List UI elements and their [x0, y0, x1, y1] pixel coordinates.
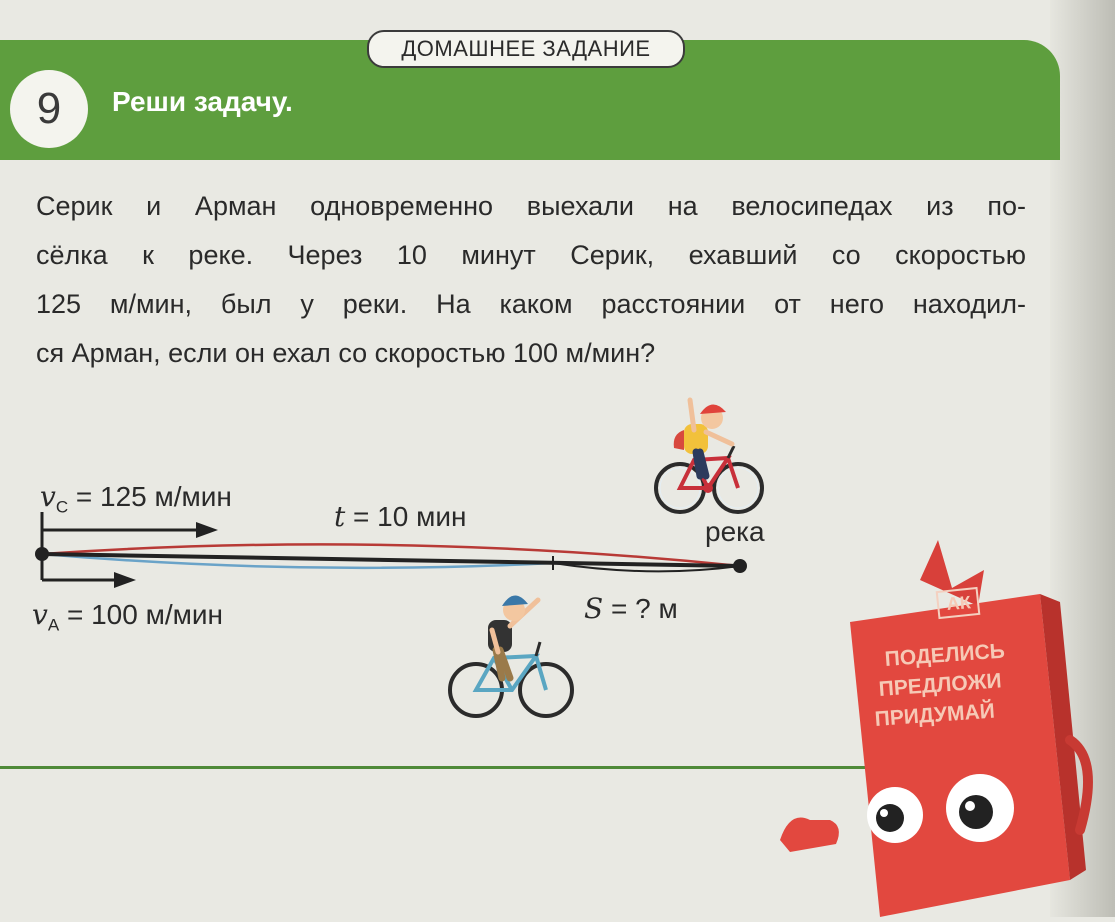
task-number: 9 [10, 70, 88, 148]
serik-cyclist-illustration [656, 400, 762, 512]
mascot-book-illustration [770, 540, 1100, 917]
motion-diagram [0, 380, 800, 740]
problem-line: 125 м/мин, был у реки. На каком расстоянии от него находил- [36, 289, 1026, 319]
river-point [733, 559, 747, 573]
mascot-line: ПРЕДЛОЖИ [878, 669, 1003, 701]
problem-line: ся Арман, если он ехал со скоростью 100 м/мин? [36, 338, 656, 368]
mascot-line: ПРИДУМАЙ [874, 699, 996, 731]
homework-label: ДОМАШНЕЕ ЗАДАНИЕ [367, 30, 685, 68]
problem-text [36, 182, 1026, 378]
problem-line: сёлка к реке. Через 10 минут Серик, ехавший со скоростью [36, 240, 1026, 270]
mascot-book [770, 540, 1100, 922]
river-label: река [705, 516, 765, 547]
time-label: t = 10 мин [334, 500, 467, 533]
mascot-logo: АК [946, 592, 972, 614]
serik-speed-label: $v_С = 125$ м/мин [40, 480, 232, 517]
arman-cyclist-illustration [450, 595, 572, 716]
arman-speed-label: $v_А = 100$ м/мин [32, 598, 223, 635]
mascot-line: ПОДЕЛИСЬ [884, 639, 1006, 671]
section-divider [0, 766, 900, 769]
problem-line: Серик и Арман одновременно выехали на велосипедах из по- [36, 191, 1026, 221]
task-instruction: Реши задачу. [112, 86, 293, 117]
distance-label: S = ? м [584, 592, 678, 625]
